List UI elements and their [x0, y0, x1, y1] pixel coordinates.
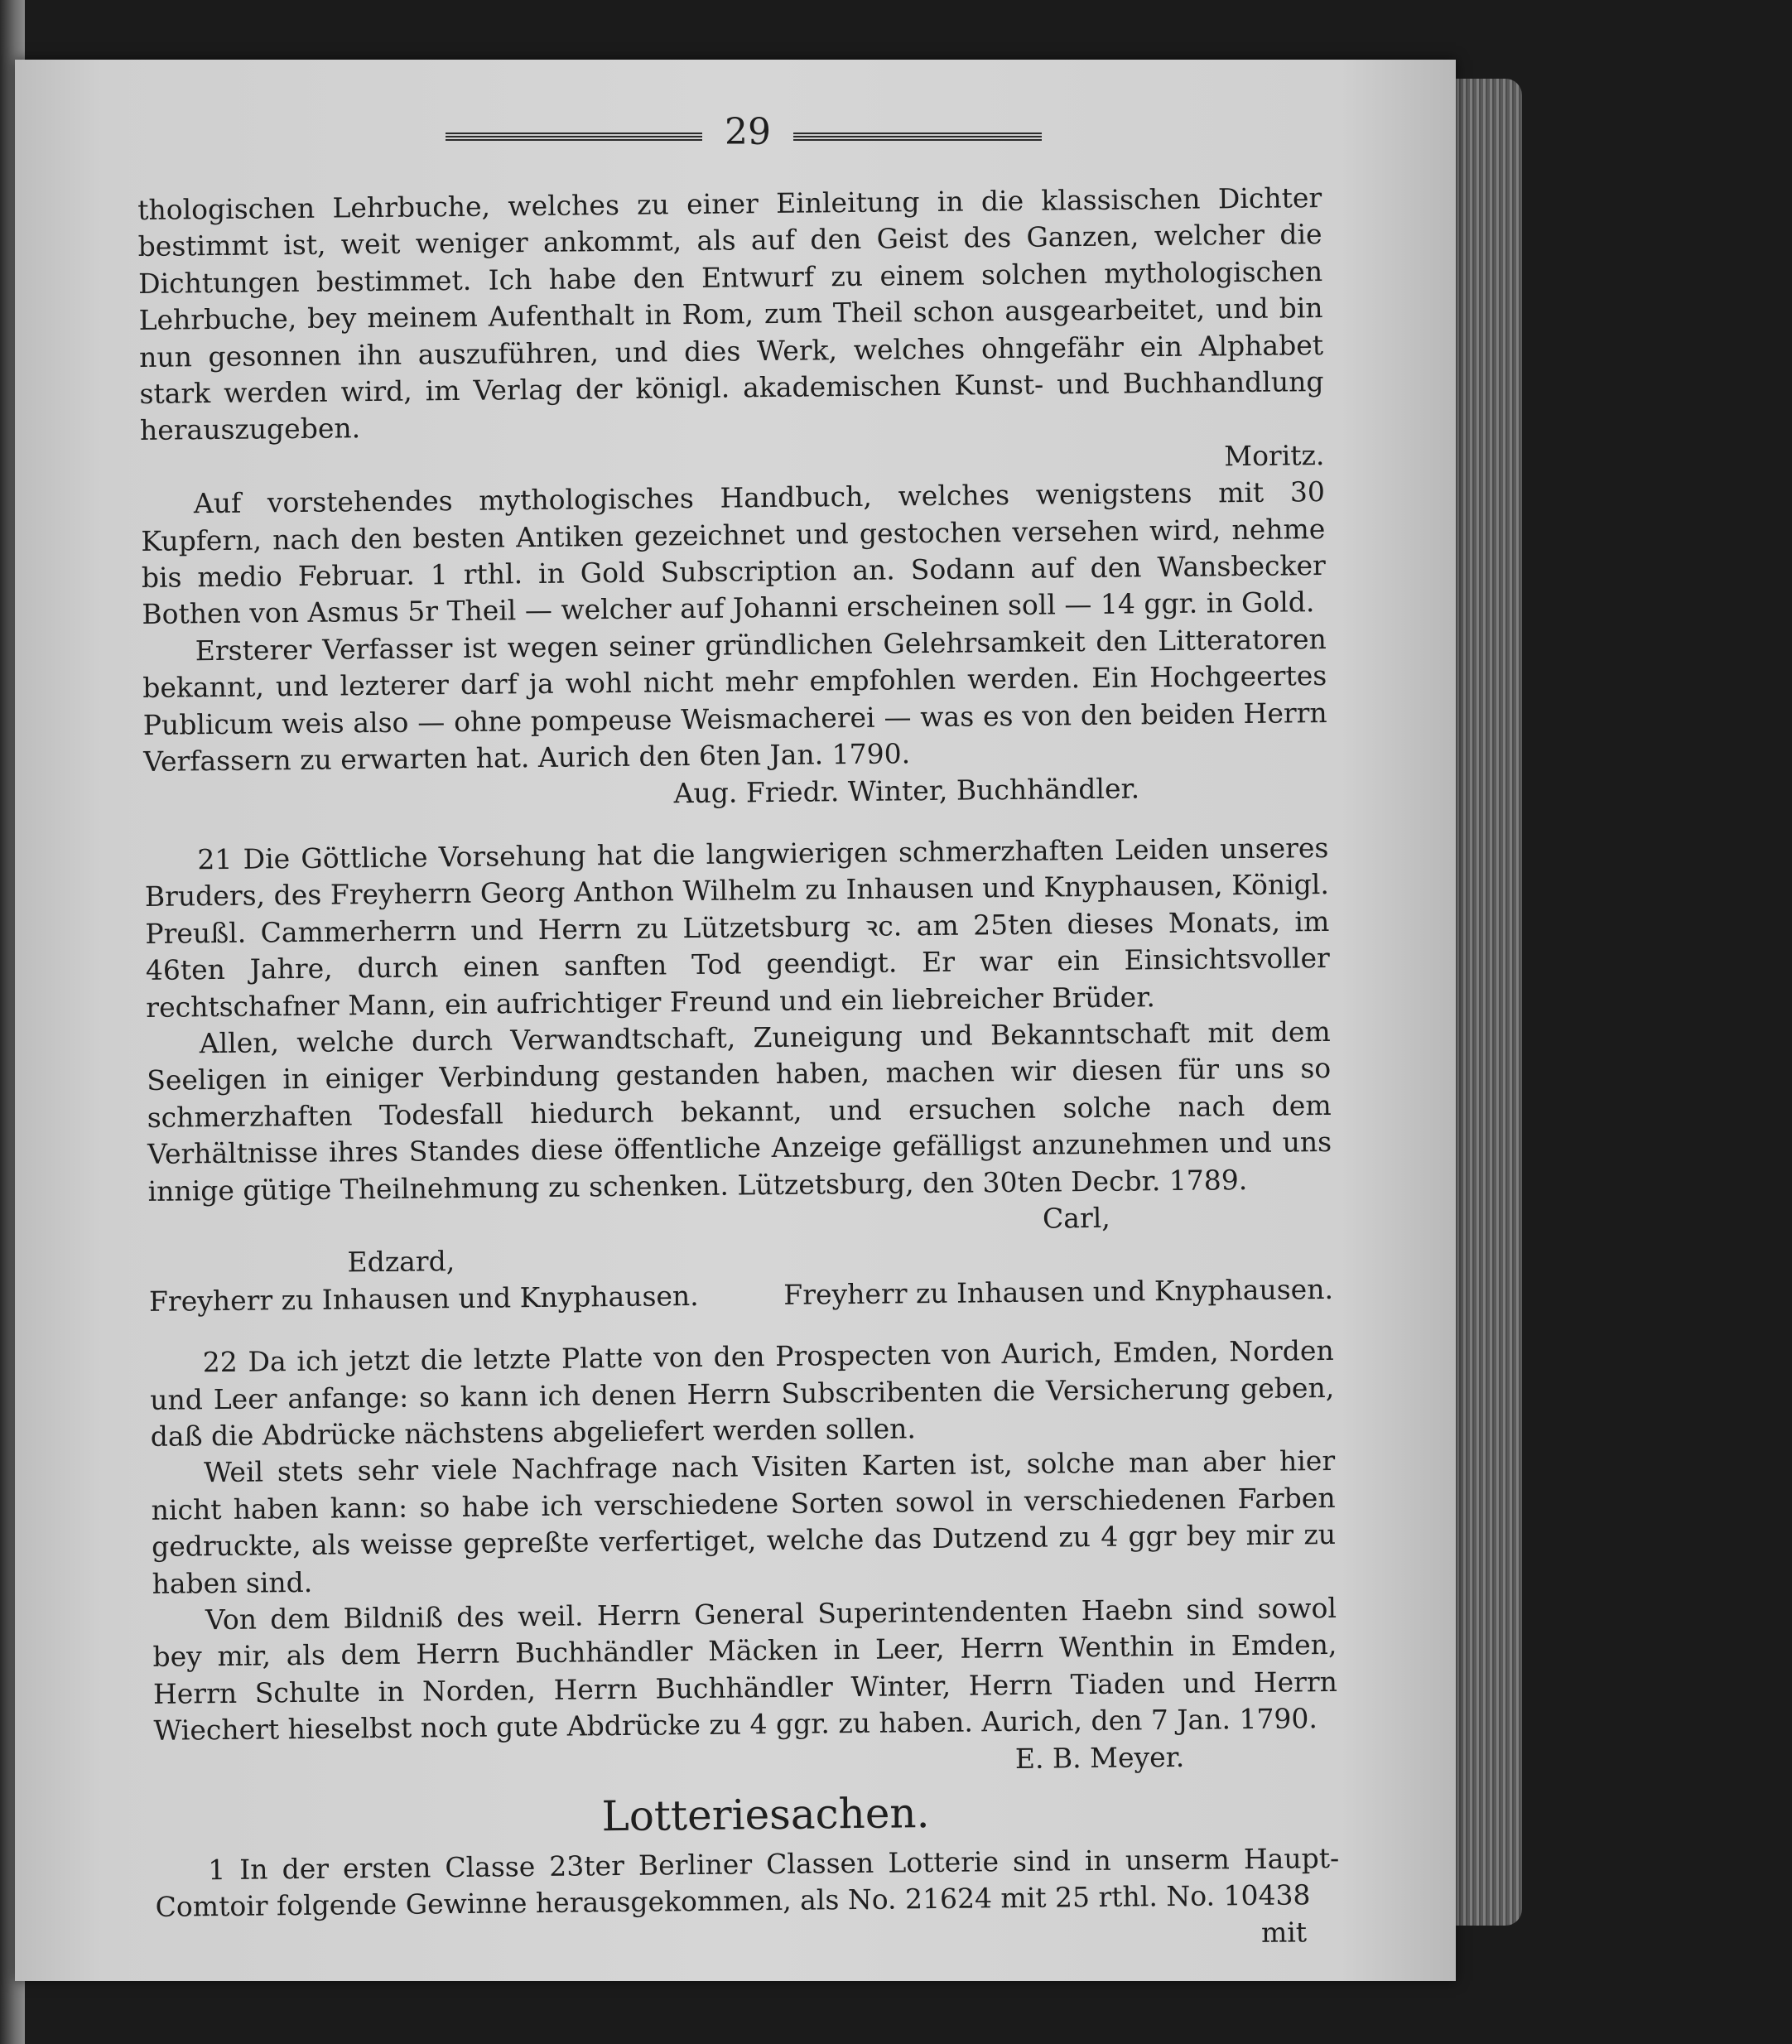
paragraph-subscription: Auf vorstehendes mythologisches Handbuch, welches wenigstens mit 30 Kupfern, nach den besten Antiken gezeichnet und gestochen versehen wird, nehme bis medio Februar. 1 rthl. in Gold Subscription an. Sodann auf den Wansbecker Bothen von Asmus 5r Theil — welcher auf Johanni erscheinen soll — 14 ggr. in Gold. — [141, 475, 1327, 631]
paragraph-moritz: thologischen Lehrbuche, welches zu einer Einleitung in die klassischen Dichter bestimmt ist, weit weniger ankommt, als auf den Geist des Ganzen, welcher die Dichtungen bestimmet. Ich habe den Entwurf zu einem solchen mythologischen Lehrbuche, bey meinem Aufenthalt in Rom, zum Theil schon ausgearbeitet, und bin nun gesonnen ihn auszuführen, und dies Werk, welches ohngefähr ein Alphabet stark werden wird, im Verlag der königl. akademischen Kunst- und Buchhandlung herauszugeben. — [137, 181, 1324, 447]
page-body — [137, 180, 1340, 1963]
signature-carl-name: Carl, — [1042, 1201, 1110, 1235]
signature-edzard-title: Freyherr zu Inhausen und Knyphausen. — [148, 1279, 699, 1318]
header-rule-left — [446, 133, 702, 141]
paragraph-portrait: Von dem Bildniß des weil. Herrn General Superintendenten Haebn sind sowol bey mir, als dem Herrn Buchhändler Mäcken in Leer, Herrn Wenthin in Emden, Herrn Schulte in Norden, Herrn Buchhändler Winter, Herrn Tiaden und Herrn Wiechert hieselbst noch gute Abdrücke zu 4 ggr. zu haben. Aurich, den 7 Jan. 1790. — [152, 1591, 1338, 1748]
signature-meyer: E. B. Meyer. — [1014, 1740, 1185, 1775]
signature-winter: Aug. Friedr. Winter, Buchhändler. — [673, 771, 1140, 809]
paragraph-announcement: Allen, welche durch Verwandtschaft, Zuneigung und Bekanntschaft mit dem Seeligen in einiger Verbindung gestanden haben, machen wir diesen für uns so schmerzhaften Todesfall hiedurch bekannt, und ersuchen solche nach dem Verhältnisse ihres Standes diese öffentliche Anzeige gefälligst anzunehmen und uns innige gütige Theilnehmung zu schenken. Lützetsburg, den 30ten Decbr. 1789. — [147, 1015, 1332, 1208]
section-title-lottery: Lotteriesachen. — [601, 1789, 930, 1841]
header-rule-right — [793, 133, 1042, 141]
paragraph-visiting-cards: Weil stets sehr viele Nachfrage nach Visiten Karten ist, solche man aber hier nicht haben kann: so habe ich verschiedene Sorten sowol in verschiedenen Farben gedruckte, als weisse gepreßte verfertiget, welche das Dutzend zu 4 ggr bey mir zu haben sind. — [151, 1444, 1337, 1600]
signature-carl-title: Freyherr zu Inhausen und Knyphausen. — [783, 1272, 1334, 1311]
paragraph-authors: Ersterer Verfasser ist wegen seiner gründlichen Gelehrsamkeit den Litteratoren bekannt, und lezterer darf ja wohl nicht mehr empfohlen werden. Ein Hochgeertes Publicum weis also — ohne pompeuse Weismacherei — was es von den beiden Herrn Verfassern zu erwarten hat. Aurich den 6ten Jan. 1790. — [142, 622, 1327, 779]
page-header — [429, 109, 1058, 159]
page-number: 29 — [725, 111, 771, 153]
signature-edzard-name: Edzard, — [347, 1245, 455, 1279]
paragraph-death-notice: 21 Die Göttliche Vorsehung hat die langwierigen schmerzhaften Leiden unseres Bruders, des Freyherrn Georg Anthon Wilhelm zu Inhausen und Knyphausen, Königl. Preußl. Cammerherrn und Herrn zu Lützetsburg ꝛc. am 25ten dieses Monats, im 46ten Jahre, durch einen sanften Tod geendigt. Er war ein Einsichtsvoller rechtschafner Mann, ein aufrichtiger Freund und ein liebreicher Brüder. — [144, 831, 1330, 1024]
catchword: mit — [1260, 1916, 1308, 1949]
signature-moritz: Moritz. — [1224, 438, 1325, 473]
book-page — [15, 60, 1456, 1981]
paragraph-prospects: 22 Da ich jetzt die letzte Platte von den Prospecten von Aurich, Emden, Norden und Leer anfange: so kann ich denen Herrn Subscribenten die Versicherung geben, daß die Abdrücke nächstens abgeliefert werden sollen. — [150, 1334, 1335, 1453]
paragraph-lottery: 1 In der ersten Classe 23ter Berliner Classen Lotterie sind in unserm Haupt-Comtoir folgende Gewinne herausgekommen, als No. 21624 mit 25 rthl. No. 10438 — [155, 1841, 1340, 1924]
